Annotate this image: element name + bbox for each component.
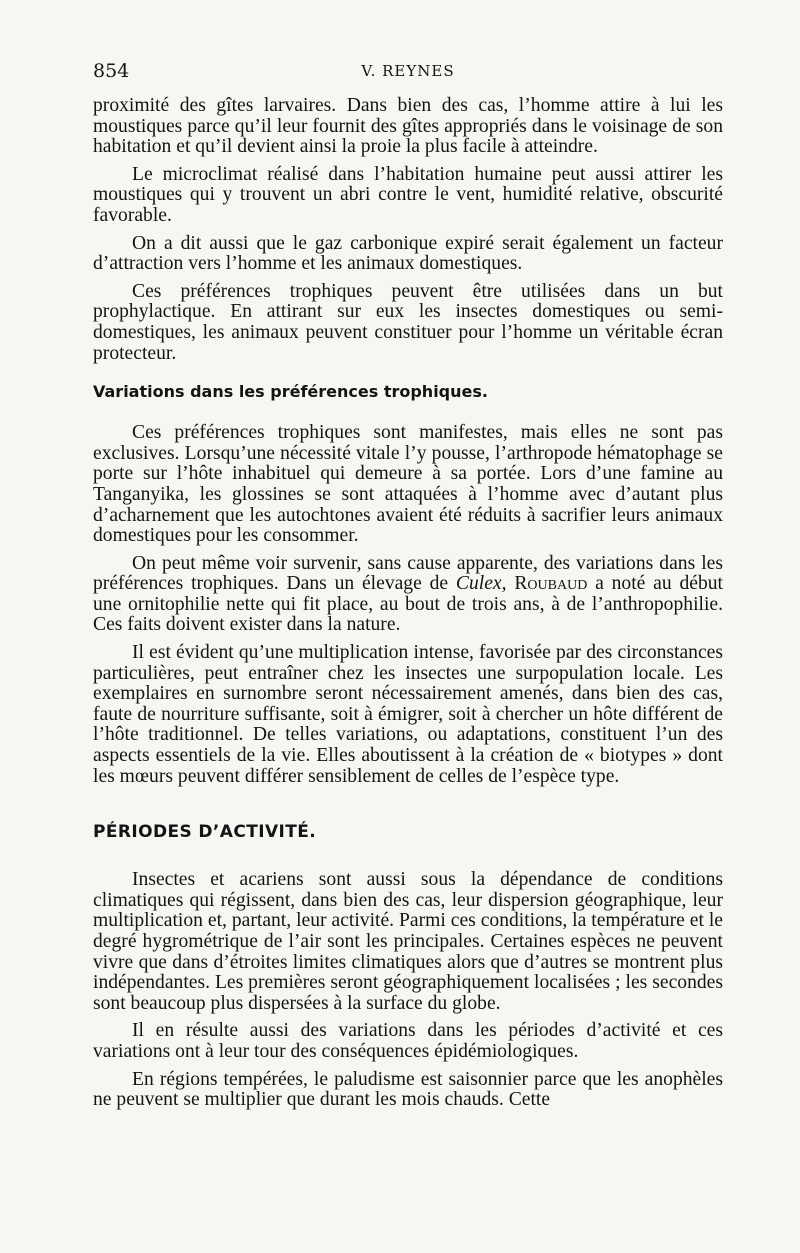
body-text xyxy=(93,96,723,1118)
paragraph: Il en résulte aussi des variations dans les périodes d’activité et ces variations ont à leur tour des conséquences épidémiologiques. xyxy=(93,1020,723,1062)
paragraph: Ces préférences trophiques peuvent être utilisées dans un but prophylactique. En attirant sur eux les insectes domestiques ou semi-domestiques, les animaux peuvent constituer pour l’homme un véritable écran protecteur. xyxy=(93,280,723,364)
paragraph-text: a noté au début une ornitophilie nette qui fit place, au bout de trois ans, à de l’anthropophilie. Ces faits doivent exister dans la nature. xyxy=(93,573,723,636)
paragraph: Il est évident qu’une multiplication intense, favorisée par des circonstances particulières, peut entraîner chez les insectes une surpopulation locale. Les exemplaires en surnombre seront nécessairement amenés, dans bien des cas, faute de nourriture suffisante, soit à émigrer, soit à chercher un hôte différent de l’hôte traditionnel. De telles variations, ou adaptations, constituent l’un des aspects essentiels de la vie. Elles aboutissent à la création de « biotypes » dont les mœurs peuvent différer sensiblement de celles de l’espèce type. xyxy=(93,642,723,787)
author-name: Roubaud xyxy=(514,573,588,595)
section-heading-activity-periods: PÉRIODES D’ACTIVITÉ. xyxy=(93,822,317,843)
running-head xyxy=(93,60,723,84)
paragraph: Le microclimat réalisé dans l’habitation humaine peut aussi attirer les moustiques qui y trouvent un abri contre le vent, humidité relative, obscurité favorable. xyxy=(93,163,723,226)
section-heading-trophic-variations: Variations dans les préférences trophiques. xyxy=(93,382,488,402)
page-number: 854 xyxy=(93,60,130,82)
paragraph: Insectes et acariens sont aussi sous la dépendance de conditions climatiques qui régissent, dans bien des cas, leur dispersion géographique, leur multiplication et, partant, leur activité. Parmi ces conditions, la température et le degré hygrométrique de l’air sont les principales. Certaines espèces ne peuvent vivre que dans d’étroites limites climatiques alors que d’autres se montrent plus indépendantes. Les premières seront géographiquement localisées ; les secondes sont beaucoup plus dispersées à la surface du globe. xyxy=(93,869,723,1014)
running-title: V. REYNES xyxy=(361,62,455,80)
paragraph: Ces préférences trophiques sont manifestes, mais elles ne sont pas exclusives. Lorsqu’une nécessité vitale l’y pousse, l’arthropode hématophage se porte sur l’hôte inhabituel qui demeure à sa portée. Lors d’une famine au Tanganyika, les glossines se sont attaquées à l’homme avec d’autant plus d’acharnement que les autochtones avaient été réduits à sacrifier leurs animaux domestiques pour les consommer. xyxy=(93,422,723,547)
paragraph: En régions tempérées, le paludisme est saisonnier parce que les anophèles ne peuvent se multiplier que durant les mois chauds. Cette xyxy=(93,1068,723,1111)
genus-name: Culex, xyxy=(455,573,507,595)
paragraph-text: On peut même voir survenir, sans cause apparente, des variations dans les préférences trophiques. Dans un élevage de xyxy=(93,552,723,595)
paragraph: proximité des gîtes larvaires. Dans bien des cas, l’homme attire à lui les moustiques parce qu’il leur fournit des gîtes appropriés dans le voisinage de son habitation et qu’il devient ainsi la proie la plus facile à atteindre. xyxy=(93,95,723,158)
paragraph: On a dit aussi que le gaz carbonique expiré serait également un facteur d’attraction vers l’homme et les animaux domestiques. xyxy=(93,232,723,275)
paragraph xyxy=(93,554,723,636)
